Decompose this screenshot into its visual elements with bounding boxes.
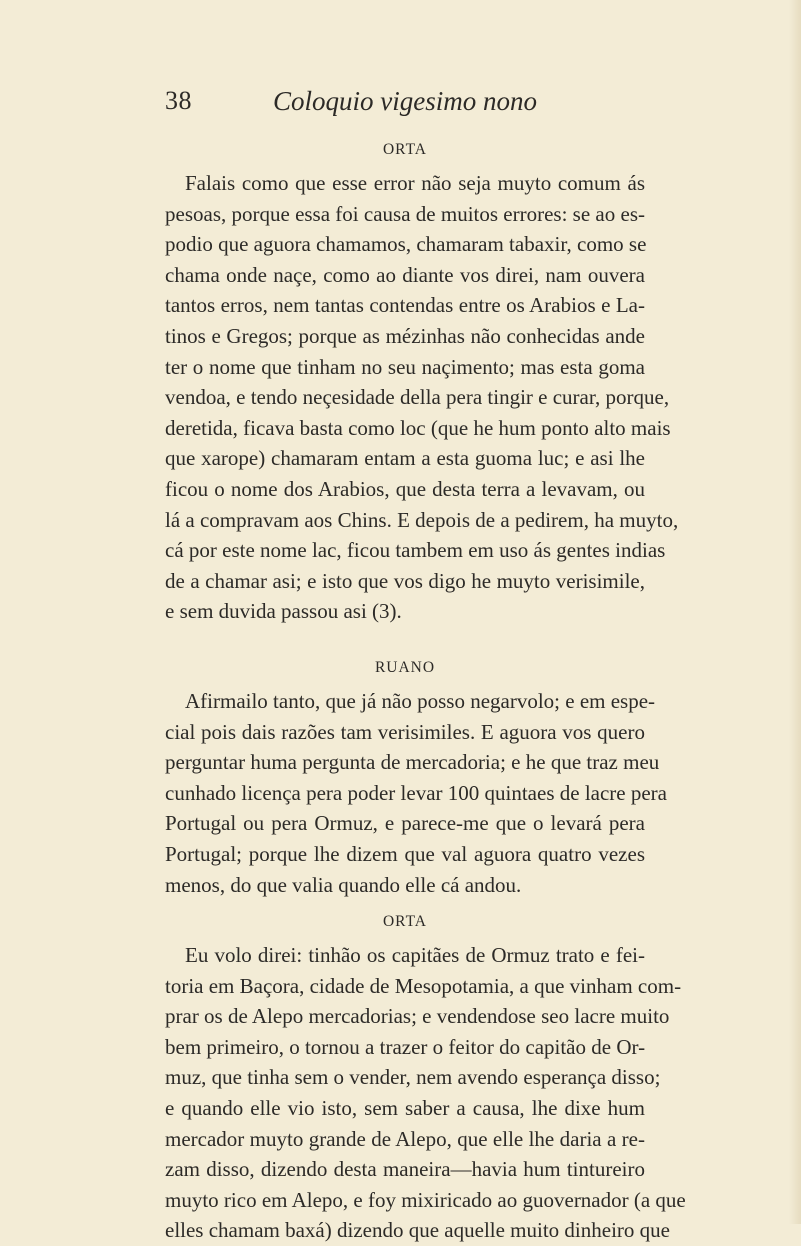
text-line: deretida, ficava basta como loc (que he hum ponto alto mais — [165, 415, 671, 440]
text-line: e quando elle vio isto, sem saber a causa, lhe dixe hum — [165, 1095, 645, 1120]
text-line: vendoa, e tendo neçesidade della pera tingir e curar, porque, — [165, 385, 670, 410]
paragraph — [165, 940, 686, 1246]
text-line: cial pois dais razões tam verisimiles. E aguora vos quero — [165, 719, 645, 744]
text-line: ficou o nome dos Arabios, que desta terra a levavam, ou — [165, 476, 645, 501]
dialogue-section-orta-1 — [165, 140, 679, 627]
speaker-label: ORTA — [382, 913, 428, 930]
speaker-label: RUANO — [374, 659, 436, 676]
text-line: Portugal; porque lhe dizem que val aguora quatro vezes — [165, 841, 645, 866]
text-line: ter o nome que tinham no seu naçimento; mas esta goma — [165, 354, 645, 379]
text-line: muz, que tinha sem o vender, nem avendo esperança disso; — [165, 1065, 661, 1090]
dialogue-section-orta-2 — [165, 912, 686, 1246]
text-line: perguntar huma pergunta de mercadoria; e he que traz meu — [165, 750, 660, 775]
text-line: zam disso, dizendo desta maneira—havia hum tintureiro — [165, 1157, 645, 1182]
text-line: tantos erros, nem tantas contendas entre os Arabios e La- — [165, 293, 645, 318]
text-line: bem primeiro, o tornou a trazer o feitor do capitão de Or- — [165, 1034, 646, 1059]
page-number: 38 — [165, 86, 192, 115]
text-line: mercador muyto grande de Alepo, que elle lhe daria a re- — [165, 1126, 645, 1151]
text-line: menos, do que valia quando elle cá andou. — [165, 872, 522, 897]
text-line: que xarope) chamaram entam a esta guoma luc; e asi lhe — [165, 446, 645, 471]
text-line: Portugal ou pera Ormuz, e parece-me que o levará pera — [165, 811, 645, 836]
text-line: muyto rico em Alepo, e foy mixiricado ao guovernador (a que — [165, 1187, 686, 1212]
speaker-label: ORTA — [382, 141, 428, 158]
text-line: Falais como que esse error não seja muyto comum ás — [185, 171, 645, 195]
text-line: cunhado licença pera poder levar 100 quintaes de lacre pera — [165, 780, 667, 805]
running-title: Coloquio vigesimo nono — [273, 86, 537, 116]
page-header — [165, 86, 645, 126]
text-line: de a chamar asi; e isto que vos digo he muyto verisimile, — [165, 568, 645, 593]
text-line: chama onde naçe, como ao diante vos direi, nam ouvera — [165, 262, 645, 287]
text-line: Afirmailo tanto, que já não posso negarvolo; e em espe- — [185, 689, 656, 713]
dialogue-section-ruano — [165, 658, 667, 900]
text-line: cá por este nome lac, ficou tambem em uso ás gentes indias — [165, 538, 666, 563]
text-line: prar os de Alepo mercadorias; e vendendose seo lacre muito — [165, 1004, 670, 1029]
text-line: e sem duvida passou asi (3). — [165, 599, 402, 624]
text-line: toria em Baçora, cidade de Mesopotamia, a que vinham com- — [165, 973, 682, 998]
text-line: pesoas, porque essa foi causa de muitos errores: se ao es- — [165, 201, 645, 226]
text-line: lá a compravam aos Chins. E depois de a pedirem, ha muyto, — [165, 507, 679, 532]
paragraph — [165, 168, 679, 627]
page-edge-shadow — [789, 0, 801, 1224]
text-line: elles chamam baxá) dizendo que aquelle muito dinheiro que — [165, 1218, 670, 1243]
text-line: tinos e Gregos; porque as mézinhas não conhecidas ande — [165, 323, 645, 348]
text-line: Eu volo direi: tinhão os capitães de Ormuz trato e fei- — [185, 943, 645, 967]
text-line: podio que aguora chamamos, chamaram tabaxir, como se — [165, 232, 647, 257]
paragraph — [165, 686, 667, 900]
